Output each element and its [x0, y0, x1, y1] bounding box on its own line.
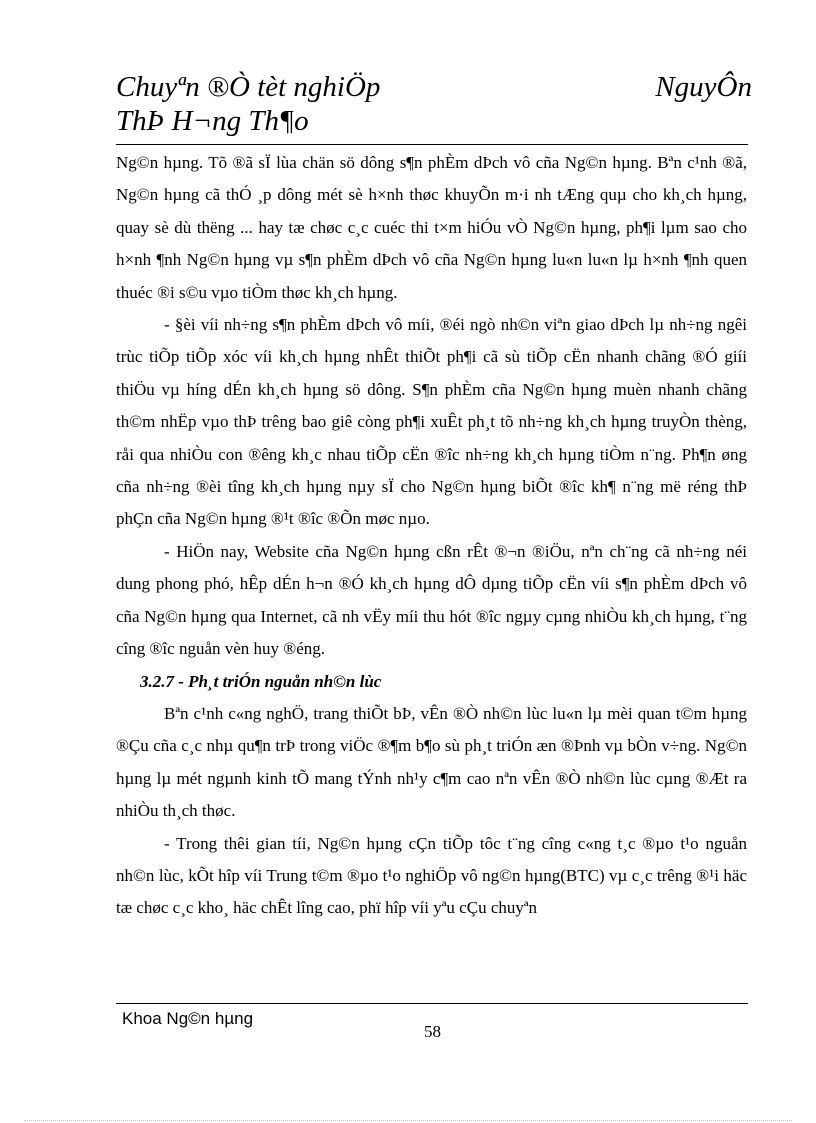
header-title-line-2: ThÞ H¬ng Th¶o: [116, 105, 309, 137]
paragraph: - §èi víi nh÷ng s¶n phÈm dÞch vô míi, ®éi ngò nh©n viªn giao dÞch lµ nh÷ng ngêi trùc tiÕp tiÕp xóc víi kh¸ch hµng nhÊt thiÕt ph¶i cã sù tiÕp cËn nhanh chãng ®Ó giíi thiÖu vµ híng dÉn kh¸ch hµng sö dông. S¶n phÈm cña Ng©n hµng muèn nhanh chãng th©m nhËp vµo thÞ trêng bao giê còng ph¶i xuÊt ph¸t tõ nh÷ng kh¸ch hµng truyÒn thèng, råi qua nhiÒu con ®êng kh¸c nhau tiÕp cËn ®îc nh÷ng kh¸ch hµng tiÒm n¨ng. Ph¶n øng cña nh÷ng ®èi tîng kh¸ch hµng nµy sÏ cho Ng©n hµng biÕt ®îc kh¶ n¨ng më réng thÞ phÇn cña Ng©n hµng ®¹t ®îc ®Õn møc nµo.: [116, 315, 747, 529]
footer-faculty: Khoa Ng©n hµng: [122, 1009, 254, 1028]
header-rule: [116, 144, 748, 145]
page-header: [116, 70, 752, 138]
header-title-right: NguyÔn: [655, 71, 752, 103]
section-heading: 3.2.7 - Ph¸t triÓn nguån nh©n lùc: [140, 671, 382, 691]
paragraph: - Trong thêi gian tíi, Ng©n hµng cÇn tiÕp tôc t¨ng cîng c«ng t¸c ®µo t¹o nguån nh©n lùc, kÕt hîp víi Trung t©m ®µo t¹o nghiÖp vô ng©n hµng(BTC) vµ c¸c trêng ®¹i häc tæ chøc c¸c kho¸ häc chÊt lîng cao, phï hîp víi yªu cÇu chuyªn: [116, 833, 747, 918]
footer-rule: [116, 1003, 748, 1004]
paragraph: - HiÖn nay, Website cña Ng©n hµng cßn rÊt ®¬n ®iÖu, nªn ch¨ng cã nh÷ng néi dung phong phó, hÊp dÉn h¬n ®Ó kh¸ch hµng dÔ dµng tiÕp cËn víi s¶n phÈm dÞch vô cña Ng©n hµng qua Internet, cã nh vËy míi thu hót ®îc ngµy cµng nhiÒu kh¸ch hµng, t¨ng cîng ®îc nguån vèn huy ®éng.: [116, 541, 747, 659]
paragraph: Bªn c¹nh c«ng nghÖ, trang thiÕt bÞ, vÊn ®Ò nh©n lùc lu«n lµ mèi quan t©m hµng ®Çu cña c¸c nhµ qu¶n trÞ trong viÖc ®¶m b¶o sù ph¸t triÓn æn ®Þnh vµ bÒn v÷ng. Ng©n hµng lµ mét ngµnh kinh tÕ mang tÝnh nh¹y c¶m cao nªn vÊn ®Ò nh©n lùc cµng ®Æt ra nhiÒu th¸ch thøc.: [116, 703, 747, 821]
page-break-divider: [24, 1120, 792, 1121]
body-text: [116, 147, 747, 925]
header-title-left: Chuyªn ®Ò tèt nghiÖp: [116, 71, 381, 103]
header-title-line-1: [116, 70, 752, 104]
page-number: 58: [424, 1022, 441, 1041]
paragraph: Ng©n hµng. Tõ ®ã sÏ lùa chän sö dông s¶n phÈm dÞch vô cña Ng©n hµng. Bªn c¹nh ®ã, Ng©n hµng cã thÓ ¸p dông mét sè h×nh thøc khuyÕn m·i nh tÆng quµ cho kh¸ch hµng, quay sè dù thëng ... hay tæ chøc c¸c cuéc thi t×m hiÓu vÒ Ng©n hµng, ph¶i lµm sao cho h×nh ¶nh Ng©n hµng vµ s¶n phÈm dÞch vô cña Ng©n hµng lu«n lu«n lµ h×nh ¶nh quen thuéc ®i s©u vµo tiÒm thøc kh¸ch hµng.: [116, 153, 747, 302]
